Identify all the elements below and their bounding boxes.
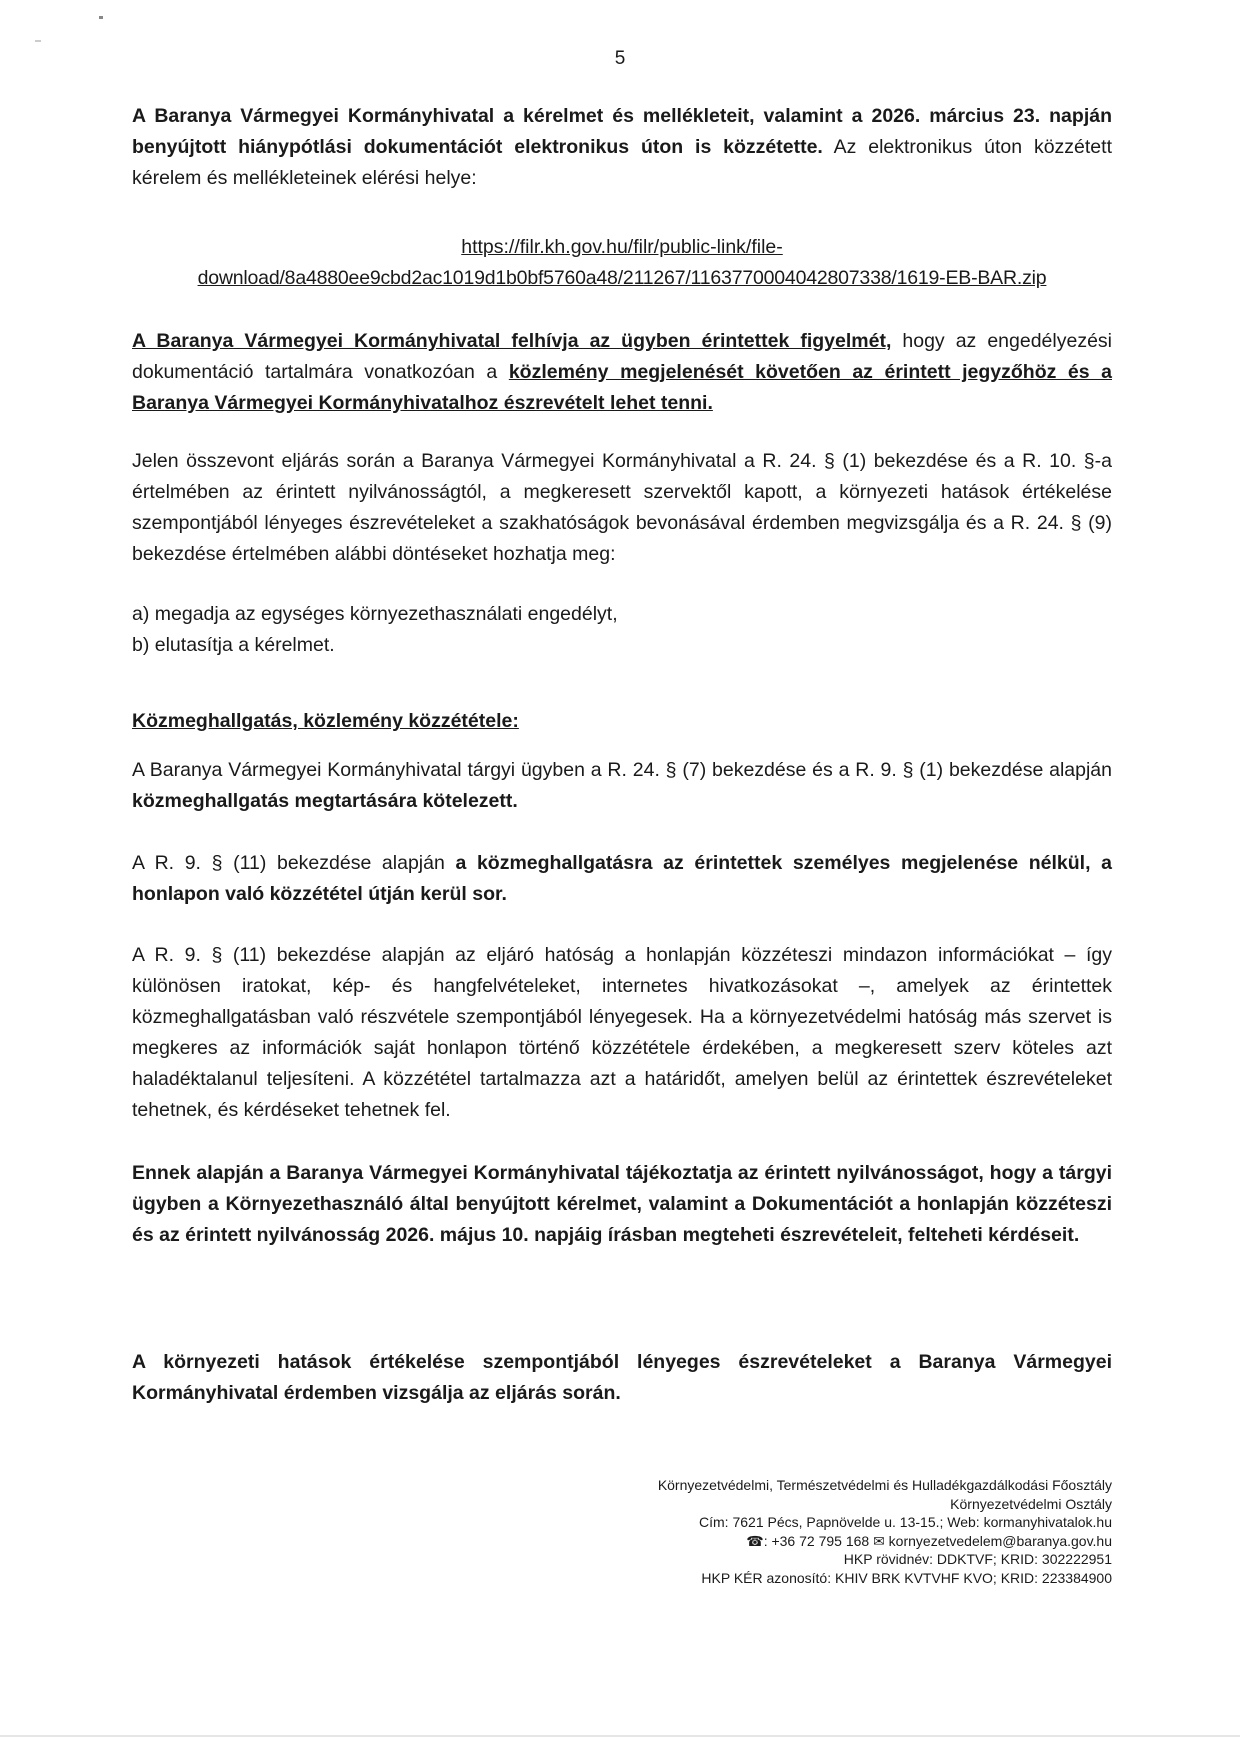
footer-unit: Környezetvédelmi Osztály	[950, 1495, 1112, 1512]
attention-notice	[132, 326, 1112, 419]
hearing-obligation-bold: közmeghallgatás megtartására kötelezett.	[132, 790, 518, 812]
footer-address: Cím: 7621 Pécs, Papnövelde u. 13-15.; Web: kormanyhivatalok.hu	[699, 1514, 1112, 1530]
telephone-icon: ☎	[746, 1532, 764, 1549]
hearing-method-bold: a közmeghallgatásra az érintettek személyes megjelenése nélkül, a honlapon való közzététel útján kerül sor.	[132, 852, 1112, 905]
document-link[interactable]	[132, 232, 1112, 294]
information-paragraph: A R. 9. § (11) bekezdése alapján az eljáró hatóság a honlapján közzéteszi mindazon információkat – így különösen iratokat, kép- és hangfelvételeket, internetes hivatkozásokat –, amelyek az érintettek közmeghallgatásban való részvétele szempontjából lényegesek. Ha a környezetvédelmi hatóság más szervet is megkeres az információk saját honlapon történő közzététele érdekében, a megkeresett szerv köteles azt haladéktalanul teljesíteni. A közzététel tartalmazza azt a határidőt, amelyen belül az érintettek észrevételeket tehetnek, és kérdéseket tehetnek fel.	[132, 944, 1112, 1121]
list-item: a) megadja az egységes környezethasználati engedélyt,	[132, 603, 618, 625]
footer-department: Környezetvédelmi, Természetvédelmi és Hulladékgazdálkodási Főosztály	[657, 1477, 1112, 1493]
scan-speck	[35, 40, 41, 42]
document-link-line2[interactable]: download/8a4880ee9cbd2ac1019d1b0bf5760a48/211267/1163770004042807338/1619-EB-BAR.zip	[197, 267, 1047, 289]
email-icon: ✉	[873, 1532, 885, 1549]
hearing-method	[132, 848, 1112, 910]
section-heading: Közmeghallgatás, közlemény közzététele:	[132, 710, 519, 732]
attention-notice-text: hogy az engedélyezési dokumentáció tartalmára vonatkozóan a	[132, 330, 1112, 383]
publication-notice-text: Az elektronikus úton közzétett kérelem és mellékleteinek elérési helye:	[132, 136, 1112, 189]
deadline-notice-bold: Ennek alapján a Baranya Vármegyei Kormányhivatal tájékoztatja az érintett nyilvánosságot, hogy a tárgyi ügyben a Környezethasználó által benyújtott kérelmet, valamint a Dokumentációt a honlapján közzéteszi és az érintett nyilvánosság 2026. május 10. napjáig írásban megteheti észrevételeit, felteheti kérdéseit.	[132, 1162, 1112, 1246]
list-item: b) elutasítja a kérelmet.	[132, 634, 335, 656]
page-number: 5	[614, 48, 626, 69]
publication-notice-bold: A Baranya Vármegyei Kormányhivatal a kérelmet és mellékleteit, valamint a 2026. március 23. napján benyújtott hiánypótlási dokumentációt elektronikus úton is közzétette.	[132, 105, 1112, 158]
attention-notice-bold-2: közlemény megjelenését követően az érintett jegyzőhöz és a Baranya Vármegyei Kormányhivatalhoz észrevételt lehet tenni.	[132, 361, 1112, 414]
footer-phone-email	[412, 1532, 1112, 1551]
attention-notice-bold: A Baranya Vármegyei Kormányhivatal felhívja az ügyben érintettek figyelmét,	[132, 330, 892, 352]
footer-hkp-ker: HKP KÉR azonosító: KHIV BRK KVTVHF KVO; KRID: 223384900	[701, 1569, 1112, 1586]
scan-speck	[99, 16, 103, 19]
procedure-paragraph: Jelen összevont eljárás során a Baranya Vármegyei Kormányhivatal a R. 24. § (1) bekezdése és a R. 10. §-a értelmében az érintett nyilvánosságtól, a megkeresett szervektől kapott, a környezeti hatások értékelése szempontjából lényeges észrevételeket a szakhatóságok bevonásával érdemben megvizsgálja és a R. 24. § (9) bekezdése értelmében alábbi döntéseket hozhatja meg:	[132, 450, 1112, 565]
footer-phone: : +36 72 795 168	[763, 1532, 874, 1549]
hearing-obligation	[132, 755, 1112, 817]
footer-hkp: HKP rövidnév: DDKTVF; KRID: 302222951	[843, 1551, 1112, 1567]
closing-notice-bold: A környezeti hatások értékelése szempontjából lényeges észrevételeket a Baranya Vármegyei Kormányhivatal érdemben vizsgálja az eljárás során.	[132, 1351, 1112, 1404]
footer-email: kornyezetvedelem@baranya.gov.hu	[884, 1532, 1112, 1549]
scan-edge-line	[0, 1735, 1240, 1737]
hearing-method-text: A R. 9. § (11) bekezdése alapján	[132, 852, 456, 874]
decision-list	[132, 599, 1112, 661]
deadline-notice	[132, 1158, 1112, 1251]
document-link-line1[interactable]: https://filr.kh.gov.hu/filr/public-link/file-	[461, 236, 783, 258]
footer-contact	[412, 1476, 1112, 1587]
closing-notice	[132, 1347, 1112, 1409]
hearing-obligation-text: A Baranya Vármegyei Kormányhivatal tárgyi ügyben a R. 24. § (7) bekezdése és a R. 9. § (1) bekezdése alapján	[132, 759, 1112, 781]
publication-notice	[132, 101, 1112, 194]
